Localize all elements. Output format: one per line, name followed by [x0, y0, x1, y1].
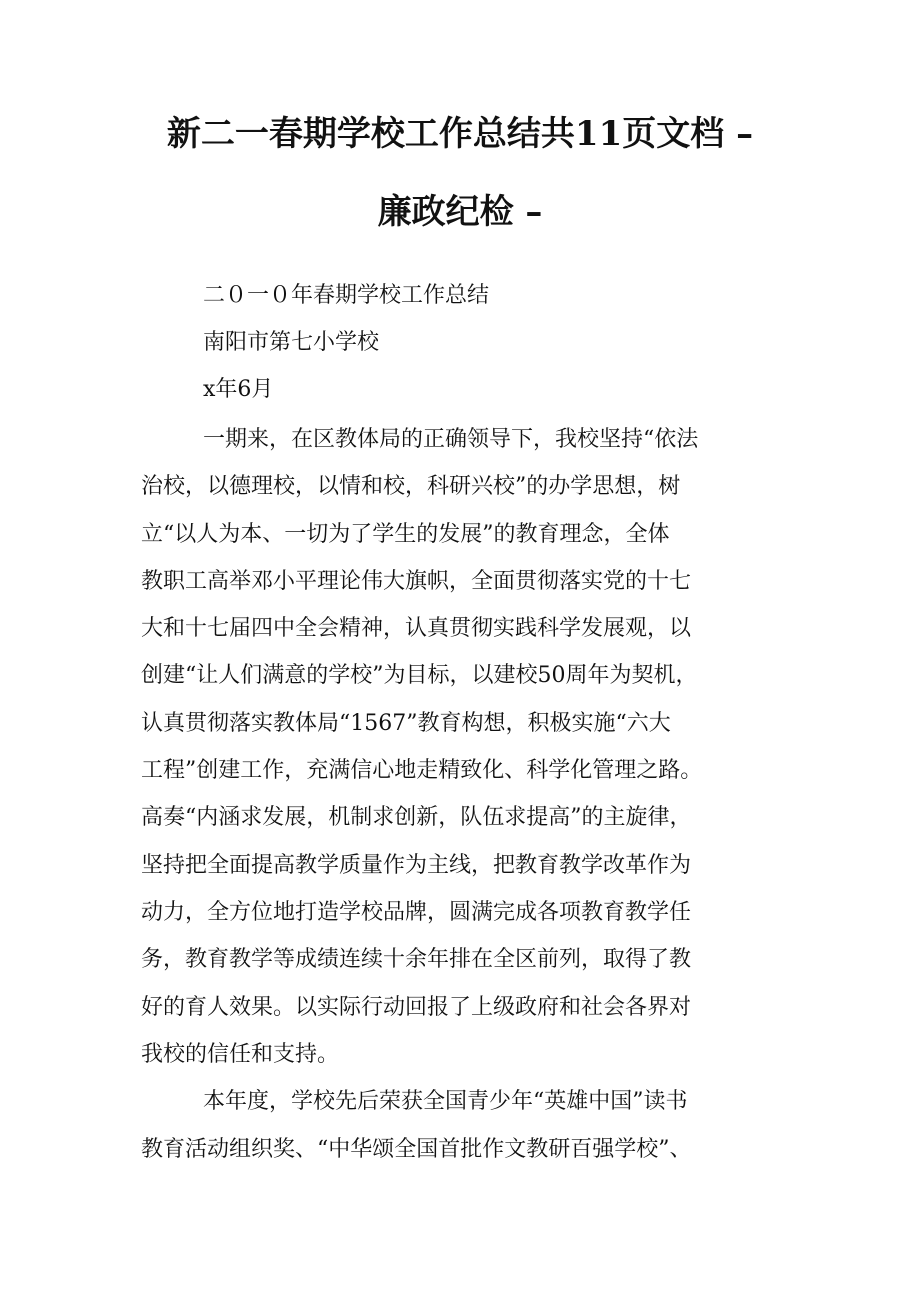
- report-date: x年6月: [203, 377, 274, 402]
- paragraph-2-line: 教育活动组织奖、“中华颂全国首批作文教研百强学校”、: [141, 1137, 692, 1162]
- paragraph-1-line: 工程”创建工作，充满信心地走精致化、科学化管理之路。: [141, 758, 703, 783]
- paragraph-1-line: 务，教育教学等成绩连续十余年排在全区前列，取得了教: [141, 947, 692, 972]
- document-title-line-1: 新二一春期学校工作总结共11页文档 –: [166, 114, 754, 154]
- paragraph-1-line: 高奏“内涵求发展，机制求创新，队伍求提高”的主旋律，: [141, 805, 692, 830]
- paragraph-1-line: 认真贯彻落实教体局“1567”教育构想，积极实施“六大: [141, 711, 671, 736]
- report-subtitle: 二０一０年春期学校工作总结: [203, 283, 490, 308]
- document-title-line-2: 廉政纪检 –: [377, 192, 543, 232]
- paragraph-1-line: 一期来，在区教体局的正确领导下，我校坚持“依法: [203, 427, 699, 452]
- paragraph-2-line: 本年度，学校先后荣获全国青少年“英雄中国”读书: [203, 1089, 688, 1114]
- paragraph-1-line: 动力，全方位地打造学校品牌，圆满完成各项教育教学任: [141, 900, 692, 925]
- paragraph-1-line: 立“以人为本、一切为了学生的发展”的教育理念，全体: [141, 522, 670, 547]
- paragraph-1-line: 创建“让人们满意的学校”为目标，以建校50周年为契机，: [141, 663, 698, 688]
- paragraph-1-line: 教职工高举邓小平理论伟大旗帜，全面贯彻落实党的十七: [141, 569, 692, 594]
- paragraph-1-line: 好的育人效果。以实际行动回报了上级政府和社会各界对: [141, 995, 692, 1020]
- paragraph-1-line: 治校，以德理校，以情和校，科研兴校”的办学思想，树: [141, 474, 681, 499]
- paragraph-1-line: 坚持把全面提高教学质量作为主线，把教育教学改革作为: [141, 853, 692, 878]
- school-name: 南阳市第七小学校: [203, 330, 380, 355]
- paragraph-1-line: 大和十七届四中全会精神，认真贯彻实践科学发展观，以: [141, 616, 692, 641]
- paragraph-1-line: 我校的信任和支持。: [141, 1042, 340, 1067]
